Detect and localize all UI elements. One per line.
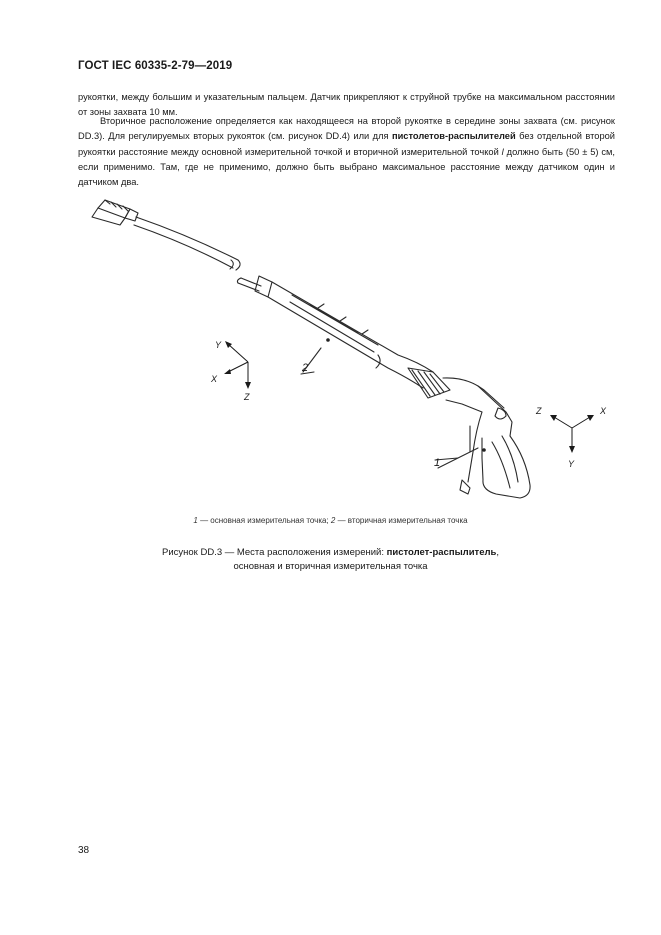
legend-number-2: 2 — [330, 516, 336, 525]
caption-term: пистолет-распылитель — [386, 547, 497, 558]
document-header: ГОСТ IEC 60335-2-79—2019 — [78, 60, 233, 72]
figure-caption — [0, 546, 661, 573]
paragraph-2-text: должно быть (50 ± 5) см, если применимо. Там, где не применимо, должно быть выбрано максимальное расстояние между датчиком один и датчиком два. — [78, 146, 616, 188]
axis-x-left: X — [211, 374, 218, 384]
lance-drawing — [134, 217, 240, 270]
distance-symbol: l — [501, 146, 504, 157]
caption-line-1 — [0, 546, 661, 560]
axis-z-left: Z — [244, 392, 250, 402]
caption-suffix: , — [496, 547, 500, 558]
paragraph-2 — [78, 114, 615, 190]
spray-gun-figure — [78, 190, 618, 510]
caption-prefix: Рисунок DD.3 — Места расположения измерений: — [161, 547, 387, 558]
axis-y-left: Y — [215, 340, 222, 350]
grip-drawing — [237, 276, 433, 388]
figure-legend — [0, 516, 661, 525]
paragraph-1: рукоятки, между большим и указательным пальцем. Датчик прикрепляют к струйной трубке на максимальном расстоянии от зоны захвата 10 мм. — [78, 92, 615, 118]
callout-2-label: 2 — [302, 362, 309, 374]
term-spray-guns: пистолетов-распылителей — [391, 131, 516, 142]
legend-text-2: — вторичная измерительная точка — [335, 516, 468, 525]
callout-1-label: 1 — [434, 457, 441, 469]
nozzle-drawing — [92, 200, 138, 225]
legend-text-1: — основная измерительная точка; — [197, 516, 331, 525]
primary-measurement-point — [482, 448, 486, 452]
handle-drawing — [460, 412, 530, 498]
page-number: 38 — [78, 845, 90, 856]
legend-number-1: 1 — [193, 516, 198, 525]
axis-y-right: Y — [568, 459, 575, 469]
axis-z-right: Z — [536, 406, 542, 416]
caption-line-2: основная и вторичная измерительная точка — [233, 560, 428, 572]
secondary-measurement-point — [326, 338, 330, 342]
axes-left — [224, 341, 251, 389]
paragraph-2-text: Вторичное расположение определяется как находящееся на второй рукоятке в середине зоны захвата (см. рисунок DD.3). Для регулируемых вторых рукояток (см. рисунок DD.4) или для — [78, 116, 615, 142]
axes-right — [550, 415, 594, 453]
axis-x-right: X — [600, 406, 607, 416]
paragraph-2-text: без отдельной второй рукоятки расстояние между основной измерительной точкой и вторичной измерительной точкой — [78, 131, 615, 157]
